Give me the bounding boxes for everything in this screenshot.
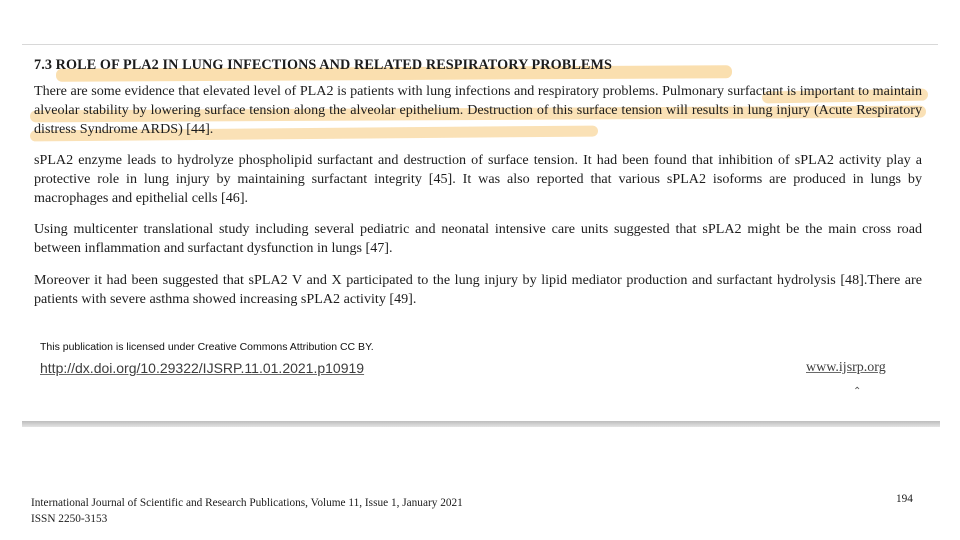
paragraph-1: There are some evidence that elevated level of PLA2 is patients with lung infections and respiratory problems. Pulmonary surfactant is important to maintain alveolar stability by lowering surface tension along the alveolar epithelium. Destruction of this surface tension will results in lung injury (Acute Respiratory distress Syndrome ARDS) [44].: [34, 82, 922, 139]
page-number: 194: [896, 493, 913, 505]
paragraph-3: Using multicenter translational study including several pediatric and neonatal intensive care units suggested that sPLA2 might be the main cross road between inflammation and surfactant dysfunction in lungs [47].: [34, 221, 922, 256]
page-break-divider: [22, 421, 940, 427]
paragraph-4: Moreover it had been suggested that sPLA2 V and X participated to the lung injury by lipid mediator production and surfactant hydrolysis [48].There are patients with severe asthma showed increasing sPLA2 activity [49].: [34, 272, 922, 307]
section-heading: 7.3 ROLE OF PLA2 IN LUNG INFECTIONS AND RELATED RESPIRATORY PROBLEMS: [34, 54, 612, 76]
license-notice: This publication is licensed under Creative Commons Attribution CC BY.: [40, 341, 374, 353]
journal-footer: [31, 495, 463, 527]
caret-icon: ⌃: [853, 386, 862, 397]
doi-link[interactable]: http://dx.doi.org/10.29322/IJSRP.11.01.2021.p10919: [40, 360, 365, 376]
paragraph-2: sPLA2 enzyme leads to hydrolyze phospholipid surfactant and destruction of surface tension. It had been found that inhibition of sPLA2 activity play a protective role in lung injury by maintaining surfactant integrity [45]. It was also reported that various sPLA2 isoforms are produced in lungs by macrophages and epithelial cells [46].: [34, 152, 922, 206]
article-body: [34, 54, 922, 309]
website-link[interactable]: www.ijsrp.org: [806, 360, 886, 375]
journal-citation: International Journal of Scientific and Research Publications, Volume 11, Issue 1, January 2021: [31, 497, 463, 509]
issn: ISSN 2250-3153: [31, 513, 108, 525]
top-rule: [22, 44, 938, 45]
